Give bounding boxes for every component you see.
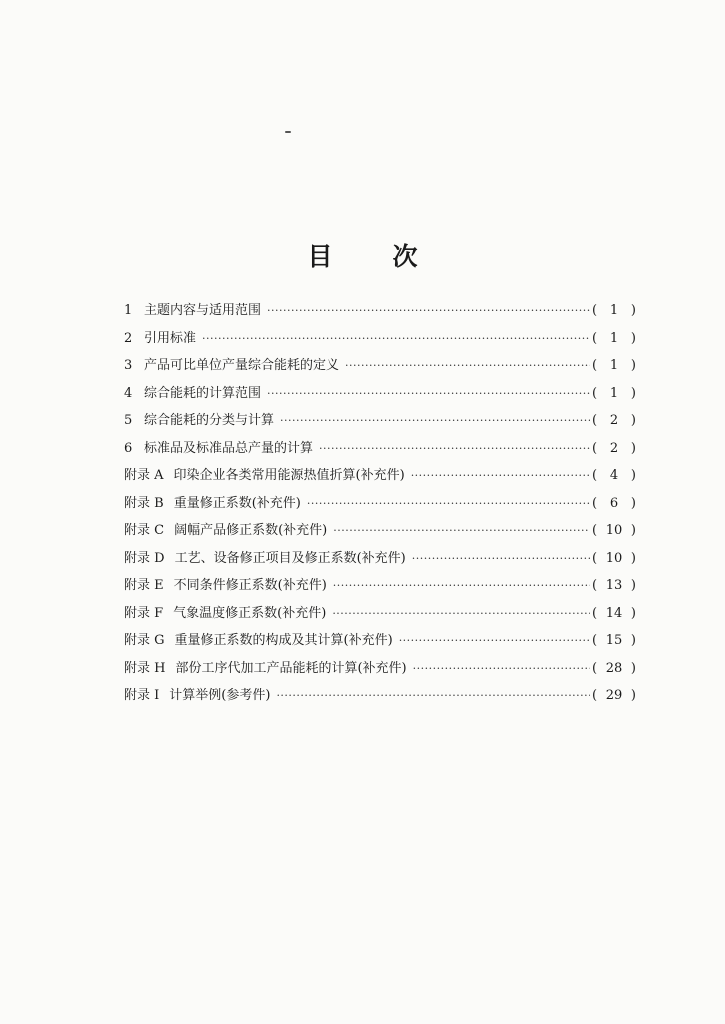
toc-entry-3[interactable] xyxy=(124,352,636,380)
toc-entry-6[interactable] xyxy=(124,435,636,463)
toc-entry-1[interactable] xyxy=(124,297,636,325)
toc-entry-number: 附录 E xyxy=(124,578,164,593)
toc-entry-appendix-a[interactable] xyxy=(124,462,636,490)
toc-entry-page-ref: ( 1 ) xyxy=(592,325,636,353)
toc-entry-number: 附录 I xyxy=(124,688,160,703)
toc-entry-appendix-c[interactable] xyxy=(124,517,636,545)
toc-entry-label: 计算举例(参考件) xyxy=(169,688,271,703)
toc-entry-appendix-h[interactable] xyxy=(124,655,636,683)
toc-entry-label: 标准品及标准品总产量的计算 xyxy=(144,440,314,456)
toc-entry-page: 2 xyxy=(609,413,619,428)
title-char-1: 目 xyxy=(307,242,333,271)
toc-entry-number: 5 xyxy=(124,413,133,428)
scan-speck xyxy=(285,131,291,133)
toc-entry-page-ref: ( 28 ) xyxy=(592,655,636,683)
toc-entry-label: 工艺、设备修正项目及修正系数(补充件) xyxy=(174,550,406,566)
toc-entry-label: 引用标准 xyxy=(144,330,197,346)
dot-leader xyxy=(307,490,590,518)
dot-leader xyxy=(202,325,590,353)
toc-entry-number: 附录 B xyxy=(124,495,164,511)
dot-leader xyxy=(333,517,590,545)
dot-leader xyxy=(319,435,590,463)
toc-entry-page: 1 xyxy=(609,330,619,346)
dot-leader xyxy=(413,655,590,683)
toc-entry-page-ref: ( 15 ) xyxy=(592,627,636,655)
toc-entry-2[interactable] xyxy=(124,325,636,353)
toc-entry-page-ref: ( 1 ) xyxy=(592,352,636,380)
toc-entry-number: 附录 C xyxy=(124,523,165,538)
toc-entry-number: 2 xyxy=(124,330,133,346)
toc-entry-label: 阔幅产品修正系数(补充件) xyxy=(174,523,328,538)
toc-entry-page: 29 xyxy=(605,688,623,703)
toc-entry-appendix-d[interactable] xyxy=(124,545,636,573)
toc-entry-label: 不同条件修正系数(补充件) xyxy=(173,578,327,593)
toc-entry-page: 10 xyxy=(605,523,623,538)
toc-entry-page-ref: ( 10 ) xyxy=(592,517,636,545)
toc-entry-page: 28 xyxy=(605,660,623,676)
toc-entry-page-ref: ( 13 ) xyxy=(592,572,636,600)
toc-entry-page: 1 xyxy=(609,303,619,318)
toc-entry-page-ref: ( 4 ) xyxy=(592,462,636,490)
toc-entry-page-ref: ( 2 ) xyxy=(592,435,636,463)
dot-leader xyxy=(332,600,590,628)
toc-entry-page: 6 xyxy=(609,495,619,511)
toc-entry-appendix-i[interactable] xyxy=(124,682,636,710)
toc-entry-page: 2 xyxy=(609,440,619,456)
toc-entry-label: 重量修正系数(补充件) xyxy=(173,495,301,511)
toc-entry-number: 附录 G xyxy=(124,633,165,648)
toc-entry-page-ref: ( 6 ) xyxy=(592,490,636,518)
toc-entry-label: 重量修正系数的构成及其计算(补充件) xyxy=(174,633,393,648)
toc-entry-number: 4 xyxy=(124,385,133,401)
toc-entry-page-ref: ( 1 ) xyxy=(592,380,636,408)
toc-entry-label: 气象温度修正系数(补充件) xyxy=(173,605,327,621)
toc-entry-label: 部份工序代加工产品能耗的计算(补充件) xyxy=(175,660,407,676)
toc-entry-appendix-b[interactable] xyxy=(124,490,636,518)
toc-entry-5[interactable] xyxy=(124,407,636,435)
toc-entry-4[interactable] xyxy=(124,380,636,408)
toc-entry-number: 附录 A xyxy=(124,468,164,483)
toc-entry-label: 综合能耗的分类与计算 xyxy=(144,413,275,428)
toc-entry-page: 13 xyxy=(605,578,623,593)
title-char-2: 次 xyxy=(392,242,418,271)
dot-leader xyxy=(267,297,590,325)
toc-entry-page: 1 xyxy=(609,358,619,373)
toc-entry-label: 主题内容与适用范围 xyxy=(144,303,262,318)
toc-entry-page: 14 xyxy=(605,605,623,621)
table-of-contents xyxy=(124,297,636,710)
toc-entry-page: 4 xyxy=(609,468,619,483)
dot-leader xyxy=(412,545,590,573)
toc-entry-page-ref: ( 10 ) xyxy=(592,545,636,573)
toc-entry-page-ref: ( 1 ) xyxy=(592,297,636,325)
dot-leader xyxy=(267,380,590,408)
toc-entry-number: 附录 F xyxy=(124,605,164,621)
toc-entry-page-ref: ( 2 ) xyxy=(592,407,636,435)
toc-entry-label: 产品可比单位产量综合能耗的定义 xyxy=(144,358,340,373)
toc-entry-page-ref: ( 14 ) xyxy=(592,600,636,628)
toc-entry-number: 附录 H xyxy=(124,660,166,676)
toc-entry-label: 印染企业各类常用能源热值折算(补充件) xyxy=(173,468,405,483)
dot-leader xyxy=(345,352,590,380)
toc-entry-appendix-e[interactable] xyxy=(124,572,636,600)
toc-entry-appendix-f[interactable] xyxy=(124,600,636,628)
toc-entry-number: 6 xyxy=(124,440,133,456)
toc-entry-number: 附录 D xyxy=(124,550,165,566)
dot-leader xyxy=(411,462,590,490)
toc-entry-label: 综合能耗的计算范围 xyxy=(144,385,262,401)
dot-leader xyxy=(399,627,590,655)
toc-entry-number: 3 xyxy=(124,358,133,373)
toc-entry-appendix-g[interactable] xyxy=(124,627,636,655)
toc-entry-page: 15 xyxy=(605,633,623,648)
page-title xyxy=(0,240,725,274)
dot-leader xyxy=(276,682,590,710)
toc-entry-page-ref: ( 29 ) xyxy=(592,682,636,710)
dot-leader xyxy=(333,572,590,600)
dot-leader xyxy=(280,407,590,435)
toc-entry-page: 1 xyxy=(609,385,619,401)
toc-entry-page: 10 xyxy=(605,550,623,566)
toc-entry-number: 1 xyxy=(124,303,133,318)
